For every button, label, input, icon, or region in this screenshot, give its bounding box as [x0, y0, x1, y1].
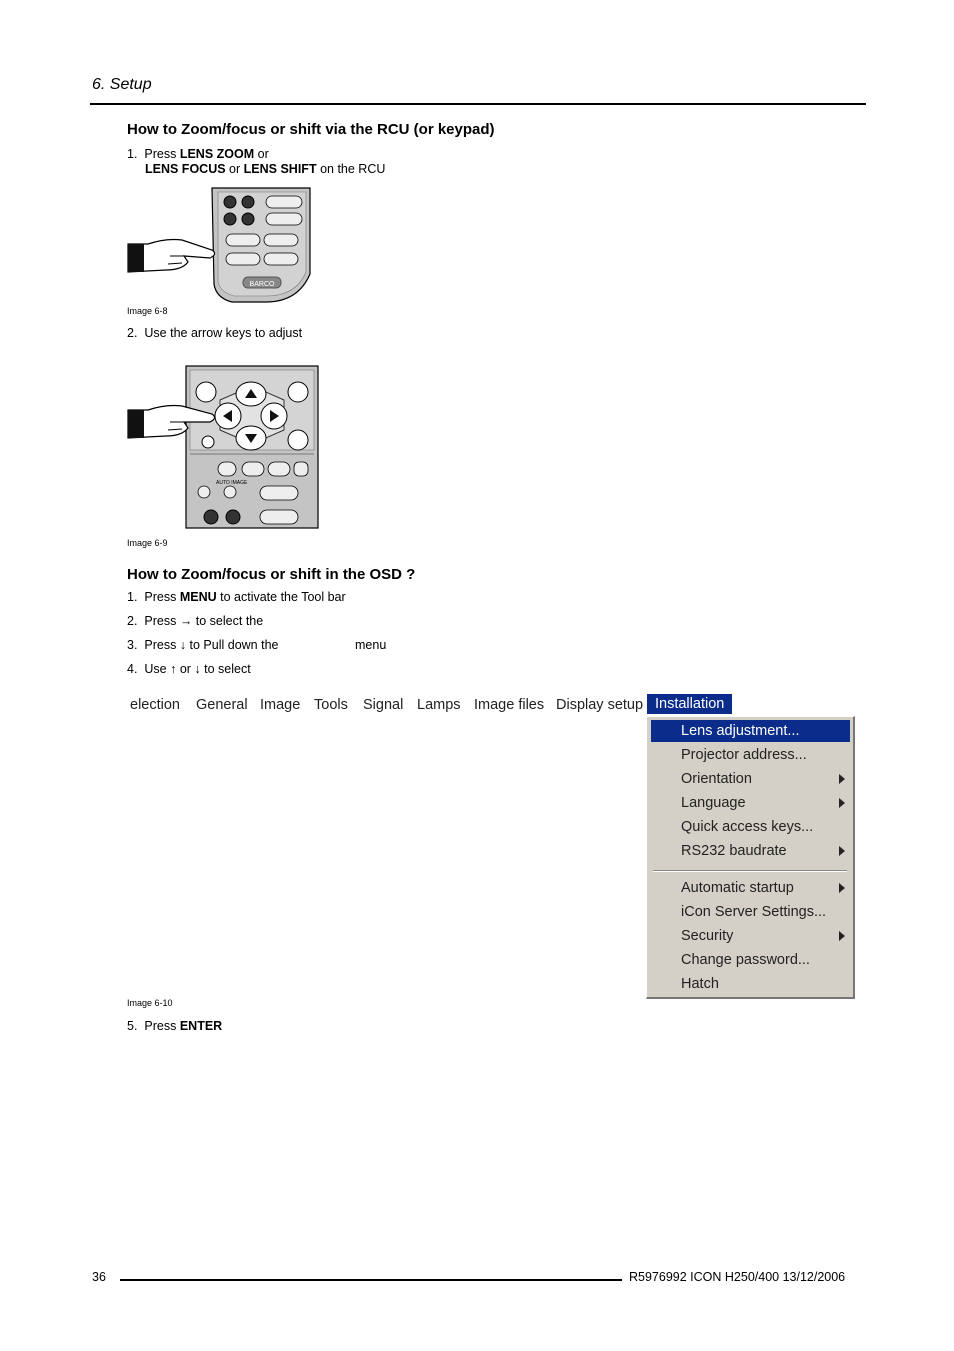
item-lens-adjustment[interactable]: Lens adjustment... — [681, 723, 800, 739]
item-projector-address[interactable]: Projector address... — [681, 747, 807, 763]
step-2-osd — [127, 614, 263, 628]
step-3-osd — [127, 638, 279, 652]
item-language[interactable]: Language — [681, 795, 746, 811]
menu-display-setup[interactable]: Display setup — [556, 697, 644, 713]
chapter-title: 6. Setup — [92, 76, 152, 93]
submenu-arrow-icon — [839, 931, 845, 941]
image-caption: Image 6-8 — [127, 306, 168, 316]
step-number: 3. — [127, 638, 138, 652]
step-number: 1. — [127, 147, 138, 161]
step-text: to activate the Tool bar — [220, 590, 346, 604]
menu-tools[interactable]: Tools — [314, 697, 348, 713]
item-rs232-baudrate[interactable]: RS232 baudrate — [681, 843, 787, 859]
menu-image-files[interactable]: Image files — [474, 697, 545, 713]
menu-separator — [653, 870, 847, 872]
menu-signal[interactable]: Signal — [363, 697, 404, 713]
step-text: Press → to select the — [144, 614, 264, 628]
header-rule — [90, 103, 866, 105]
step-number: 5. — [127, 1019, 138, 1033]
key-lens-focus: LENS FOCUS — [145, 162, 226, 176]
step-1-rcu — [127, 147, 269, 161]
step-text: or — [257, 147, 269, 161]
menu-image[interactable]: Image — [260, 697, 301, 713]
step-text: Press — [144, 147, 177, 161]
step-text: Use ↑ or ↓ to select — [144, 662, 251, 676]
menu-selection[interactable]: election — [130, 697, 180, 713]
item-change-password[interactable]: Change password... — [681, 952, 810, 968]
menu-installation[interactable]: Installation — [647, 694, 732, 714]
installation-dropdown — [646, 716, 855, 999]
key-menu: MENU — [179, 590, 217, 604]
footer-rule — [120, 1279, 622, 1281]
item-quick-access-keys[interactable]: Quick access keys... — [681, 819, 814, 835]
menu-lamps[interactable]: Lamps — [417, 697, 461, 713]
step-number: 1. — [127, 590, 138, 604]
item-orientation[interactable]: Orientation — [681, 771, 752, 787]
step-text: Press — [144, 1019, 177, 1033]
osd-menubar — [130, 692, 728, 718]
keypad-illustration — [126, 362, 322, 532]
item-icon-server-settings[interactable]: iCon Server Settings... — [681, 904, 827, 920]
step-2-rcu — [127, 326, 302, 340]
submenu-arrow-icon — [839, 774, 845, 784]
page-number: 36 — [92, 1270, 106, 1284]
section-title-rcu: How to Zoom/focus or shift via the RCU (or keypad) — [127, 121, 495, 138]
document-reference: R5976992 ICON H250/400 13/12/2006 — [629, 1270, 846, 1284]
step-text: or — [229, 162, 241, 176]
section-title-osd: How to Zoom/focus or shift in the OSD ? — [127, 566, 416, 583]
rcu-illustration — [126, 186, 316, 306]
step-text: Press — [144, 590, 177, 604]
step-text: on the RCU — [320, 162, 386, 176]
keypad-label: AUTO IMAGE — [216, 480, 248, 486]
rcu-logo: BARCO — [249, 281, 275, 288]
step-number: 2. — [127, 326, 138, 340]
step-text: Use the arrow keys to adjust — [144, 326, 303, 340]
key-lens-shift: LENS SHIFT — [243, 162, 317, 176]
step-1-osd — [127, 590, 346, 604]
step-1-rcu-cont — [145, 162, 385, 176]
step-number: 2. — [127, 614, 138, 628]
key-lens-zoom: LENS ZOOM — [179, 147, 255, 161]
step-text: Press ↓ to Pull down the — [144, 638, 279, 652]
submenu-arrow-icon — [839, 846, 845, 856]
step-3-osd-tail: menu — [355, 638, 387, 652]
item-automatic-startup[interactable]: Automatic startup — [681, 880, 794, 896]
image-caption: Image 6-10 — [127, 998, 173, 1008]
item-security[interactable]: Security — [681, 928, 734, 944]
menu-general[interactable]: General — [196, 697, 248, 713]
step-4-osd — [127, 662, 251, 676]
key-enter: ENTER — [179, 1019, 223, 1033]
submenu-arrow-icon — [839, 883, 845, 893]
step-number: 4. — [127, 662, 138, 676]
item-hatch[interactable]: Hatch — [681, 976, 719, 992]
step-5-osd — [127, 1019, 222, 1033]
submenu-arrow-icon — [839, 798, 845, 808]
image-caption: Image 6-9 — [127, 538, 168, 548]
